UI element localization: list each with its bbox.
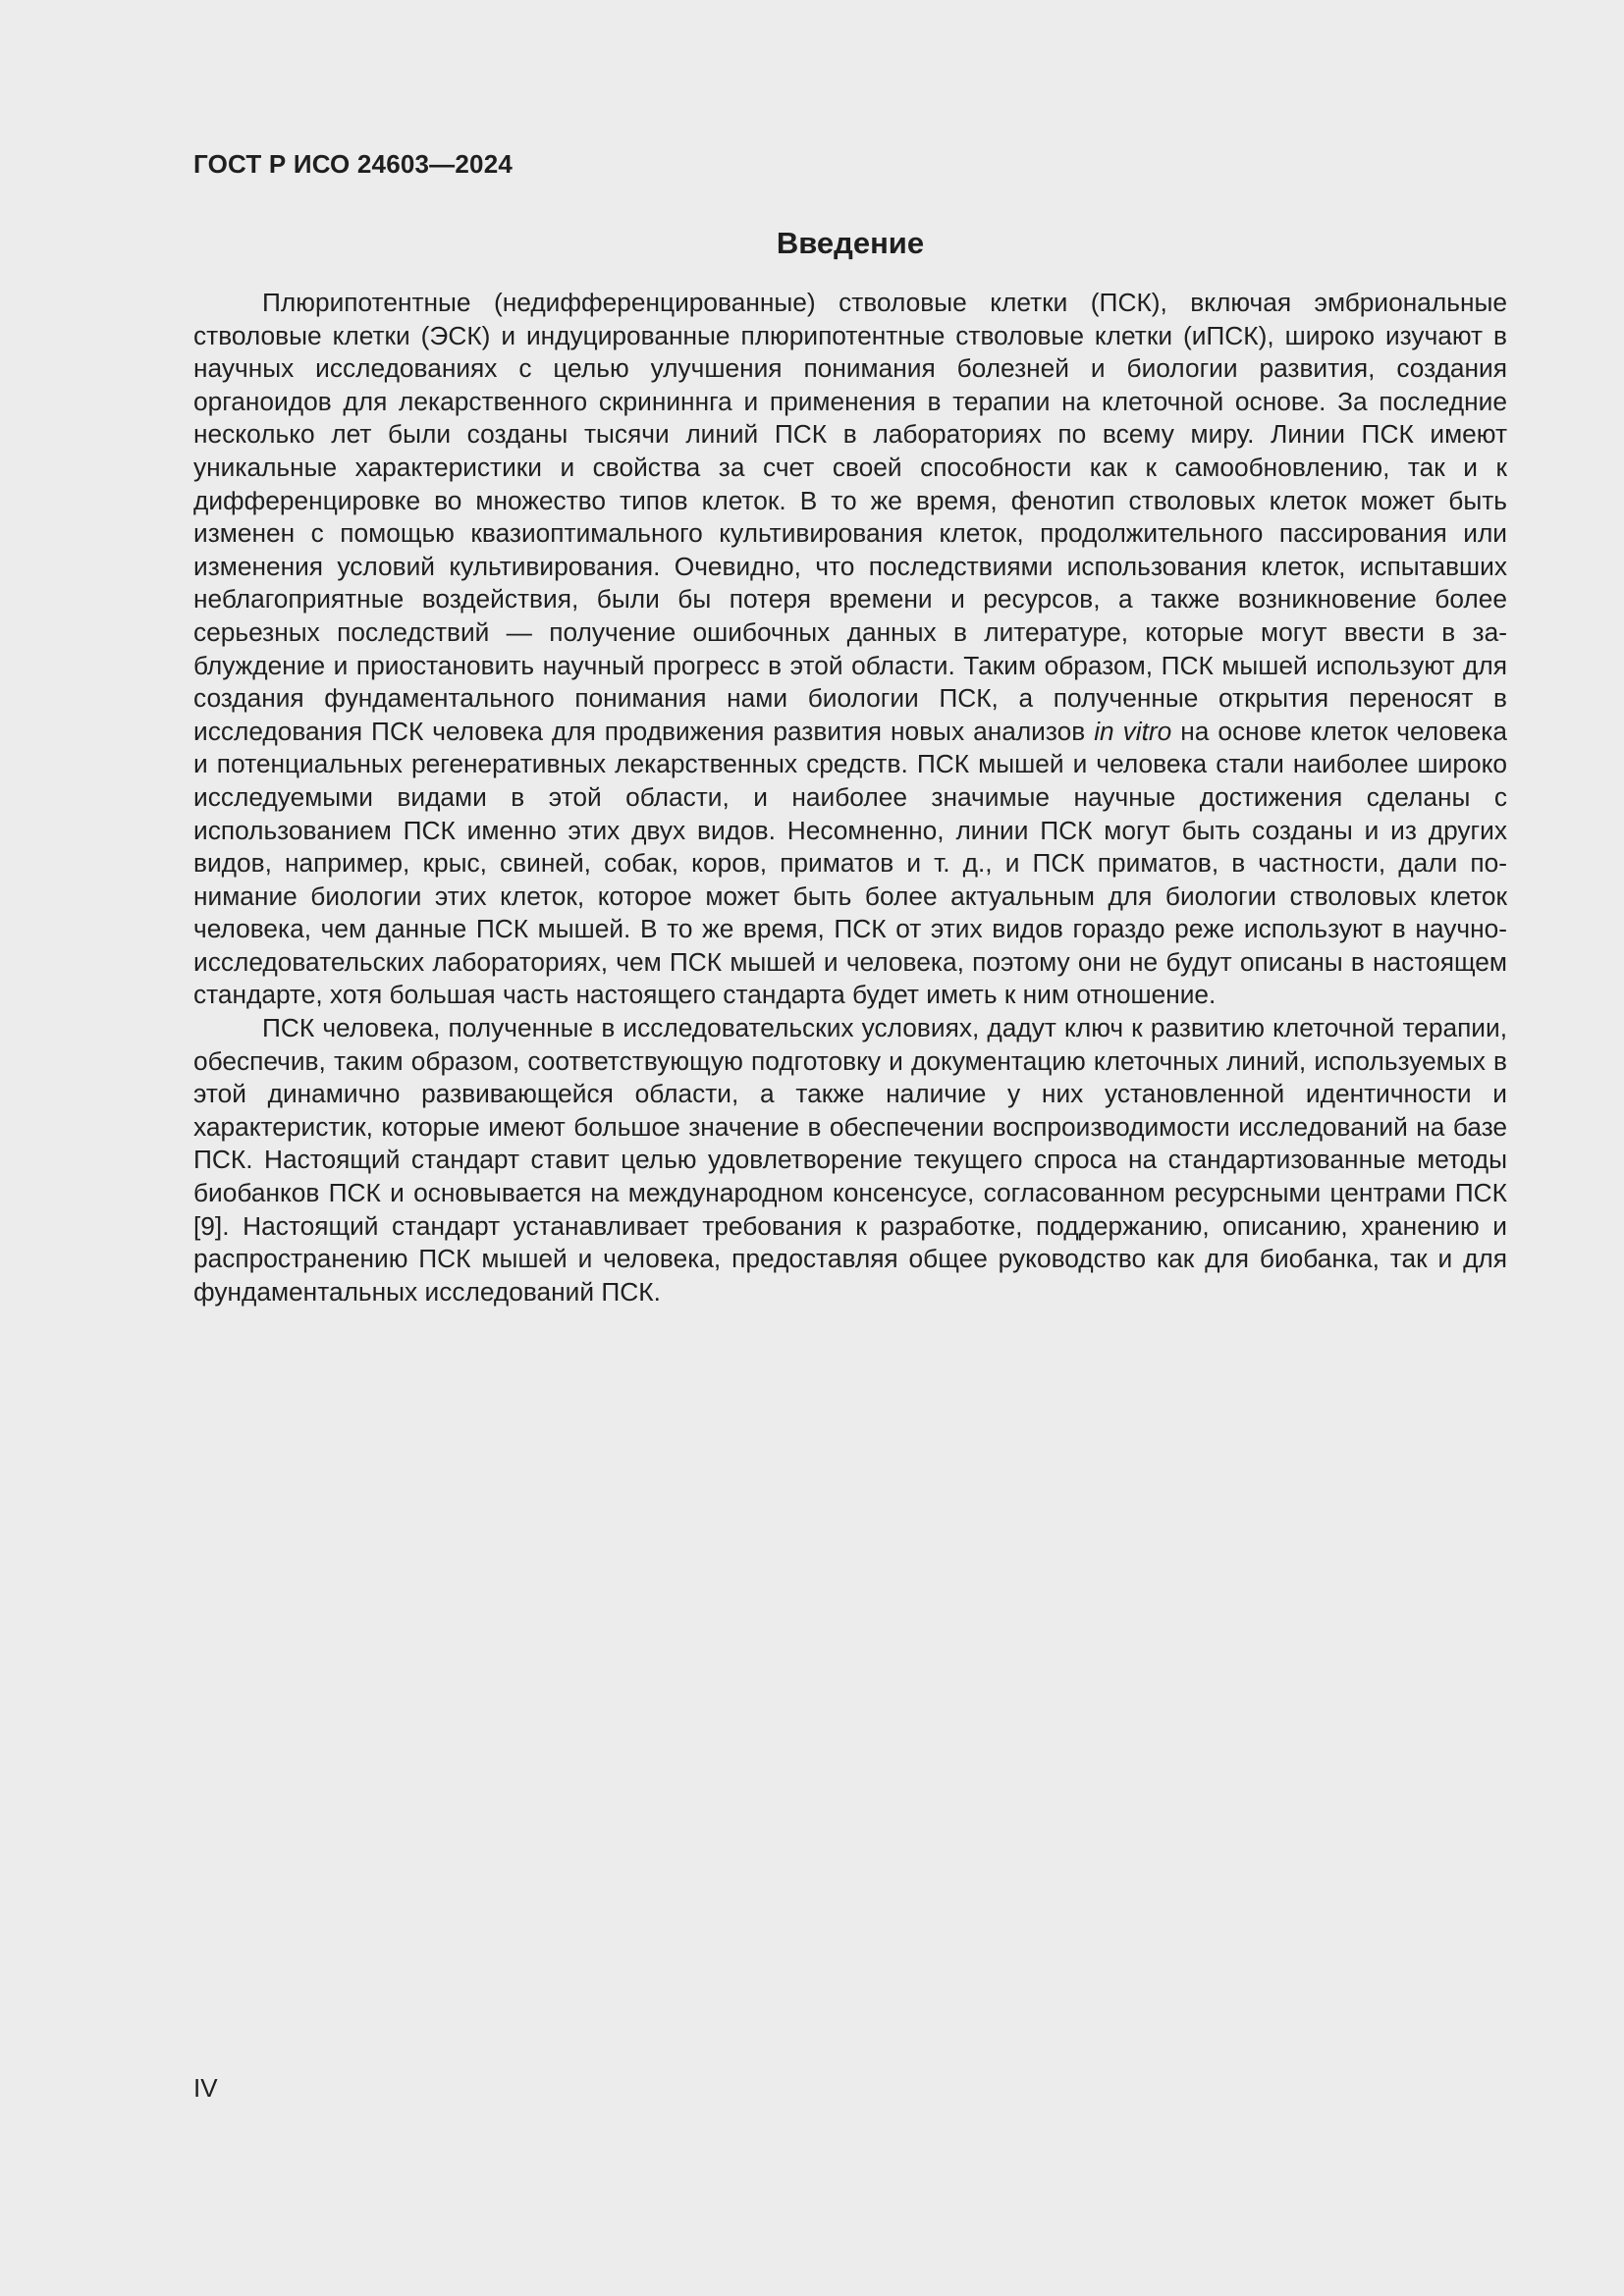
document-code: ГОСТ Р ИСО 24603—2024 [193,149,514,179]
paragraph-1 [193,287,1507,1012]
paragraph-1-italic-term: in vitro [1094,716,1172,746]
section-body [193,287,1507,1308]
paragraph-1-text-end: на основе клеток человека и потенциальных регенеративных лекарственных средств. ПСК мышей и человека стали наиболее широко исследуемыми видами в этой области, и наиболее значимые научные достижения сделаны с использованием ПСК именно этих двух видов. Несомненно, линии ПСК могут быть созданы и из других видов, например, крыс, свиней, собак, коров, приматов и т. д., и ПСК приматов, в частности, дали понимание биологии этих клеток, которое может быть более актуальным для биологии стволовых клеток человека, чем данные ПСК мышей. В то же время, ПСК от этих видов гораздо реже используют в научно-исследовательских лабораториях, чем ПСК мышей и человека, поэтому они не будут описаны в настоящем стандарте, хотя большая часть настоящего стандарта будет иметь к ним отношение. [193,716,1508,1010]
paragraph-1-text-start: Плюрипотентные (недифференцированные) стволовые клетки (ПСК), включая эмбриональные стволовые клетки (ЭСК) и индуцированные плюрипотентные стволовые клетки (иПСК), широко изучают в научных исследованиях с целью улучшения понимания болезней и биологии развития, создания органоидов для лекарственного скрининнга и применения в терапии на клеточной основе. За последние несколько лет были созданы тысячи линий ПСК в лабораториях по всему миру. Линии ПСК имеют уникальные характеристики и свойства за счет своей способности как к самообновлению, так и к дифференцировке во множество типов клеток. В то же время, фенотип стволовых клеток может быть изменен с помощью квазиоптимального культивирования клеток, продолжительного пассирования или изменения условий культивирования. Очевидно, что последствиями использования клеток, испытавших неблагоприятные воздействия, были бы потеря времени и ресурсов, а также возникновение более серьезных последствий — получение ошибочных данных в литературе, которые могут ввести в заблуждение и приостановить научный прогресс в этой области. Таким образом, ПСК мышей используют для создания фундаментального понимания нами биологии ПСК, а полученные открытия переносят в исследования ПСК человека для продвижения развития новых анализов [193,288,1507,746]
page-number: IV [193,2073,218,2103]
section-title: Введение [776,226,925,260]
paragraph-2: ПСК человека, полученные в исследовательских условиях, дадут ключ к развитию клеточной терапии, обеспечив, таким образом, соответствующую подготовку и документацию клеточных линий, используемых в этой динамично развивающейся области, а также наличие у них установленной идентичности и характеристик, которые имеют большое значение в обеспечении воспроизводимости исследований на базе ПСК. Настоящий стандарт ставит целью удовлетворение текущего спроса на стандартизованные методы биобанков ПСК и основывается на международном консенсусе, согласованном ресурсными центрами ПСК [9]. Настоящий стандарт устанавливает требования к разработке, поддержанию, описанию, хранению и распространению ПСК мышей и человека, предоставляя общее руководство как для биобанка, так и для фундаментальных исследований ПСК. [193,1013,1507,1307]
